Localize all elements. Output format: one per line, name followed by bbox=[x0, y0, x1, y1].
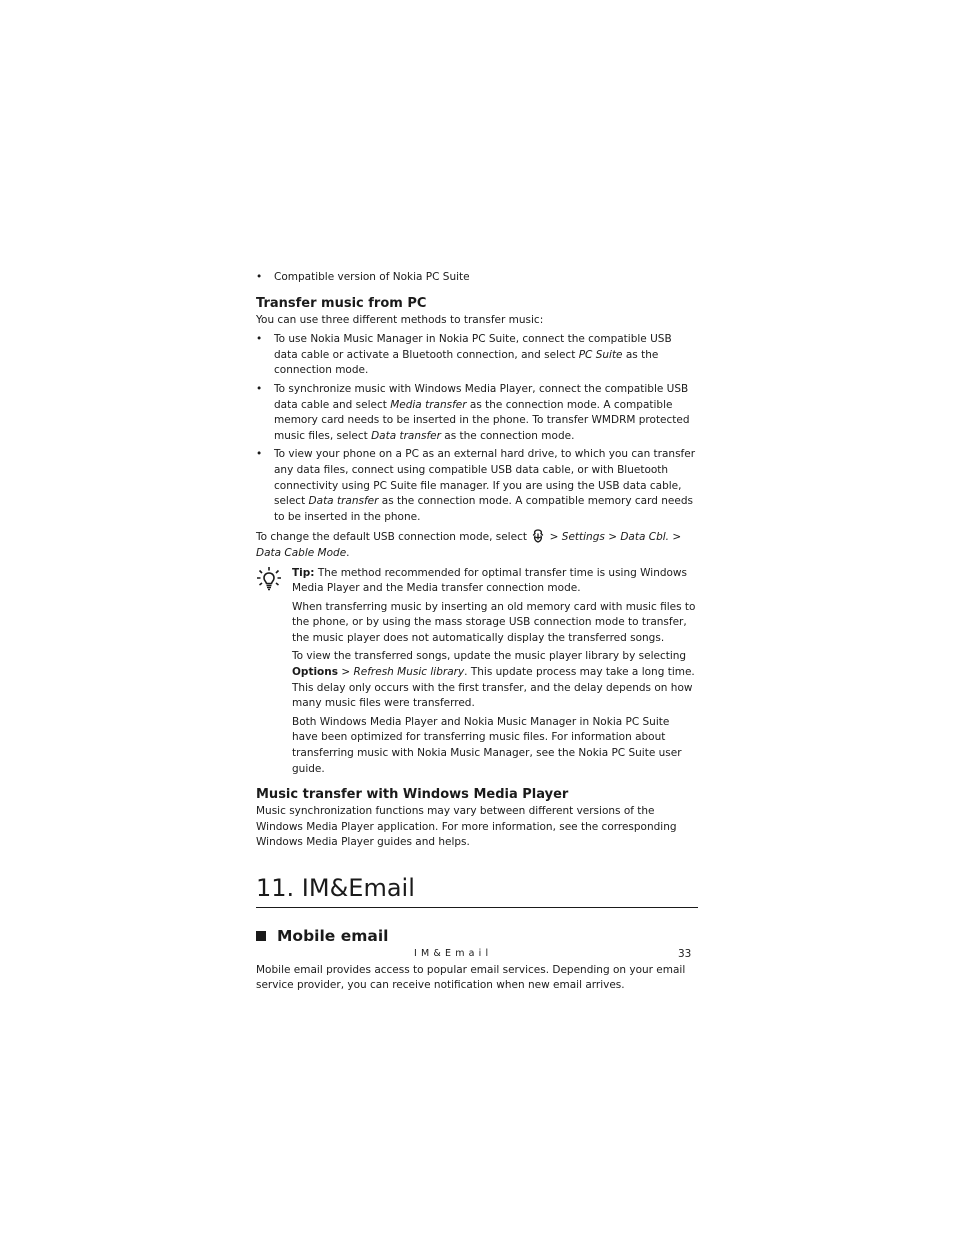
tip-text: Tip: The method recommended for optimal transfer time is using Windows Media Player and the Media transfer connection mode. bbox=[292, 566, 687, 595]
requirements-list bbox=[256, 270, 698, 286]
list-item: • To view your phone on a PC as an external hard drive, to which you can transfer any data files, connect using compatible USB data cable, or with Bluetooth connectivity using PC Suite file manager. If you are using the USB data cable, select Data transfer as the connection mode. A compatible memory card needs to be inserted in the phone. bbox=[256, 448, 696, 523]
usb-mode-instruction: To change the default USB connection mode, select > Settings > Data Cbl. > Data Cable Mode. bbox=[256, 531, 682, 559]
lightbulb-icon bbox=[256, 566, 282, 592]
page-number: 33 bbox=[678, 948, 692, 960]
mobile-email-heading: Mobile email bbox=[256, 926, 698, 946]
transfer-intro: You can use three different methods to transfer music: bbox=[256, 313, 544, 326]
transfer-methods-list bbox=[256, 332, 698, 525]
bullet: • bbox=[256, 333, 263, 346]
mobile-email-body: Mobile email provides access to popular email services. Depending on your email service provider, you can receive notification when new email arrives. bbox=[256, 963, 686, 992]
wmp-body: Music synchronization functions may vary between different versions of the Windows Media Player application. For more information, see the corresponding Windows Media Player guides and helps. bbox=[256, 805, 677, 849]
list-item: • Compatible version of Nokia PC Suite bbox=[256, 270, 698, 286]
tip-label: Tip: bbox=[292, 566, 315, 579]
wmp-heading: Music transfer with Windows Media Player bbox=[256, 787, 569, 803]
tip-block bbox=[256, 566, 698, 778]
tip-paragraph: When transferring music by inserting an old memory card with music files to the phone, or by using the mass storage USB connection mode to transfer, the music player does not automatically display the transferred songs. bbox=[292, 600, 696, 644]
bullet: • bbox=[256, 382, 263, 395]
page-content bbox=[256, 270, 698, 994]
square-bullet-icon bbox=[256, 931, 266, 941]
bullet: • bbox=[256, 271, 263, 283]
tip-paragraph: Both Windows Media Player and Nokia Music Manager in Nokia PC Suite have been optimized for transferring music files. For information about transferring music with Nokia Music Manager, see the Nokia PC Suite user guide. bbox=[292, 715, 682, 775]
list-item: • To synchronize music with Windows Media Player, connect the compatible USB data cable and select Media transfer as the connection mode. A compatible memory card needs to be inserted in the phone. To transfer WMDRM protected music files, select Data transfer as the connection mode. bbox=[256, 382, 690, 442]
chapter-title: 11. IM&Email bbox=[256, 873, 698, 908]
applications-icon bbox=[532, 529, 544, 543]
bullet: • bbox=[256, 448, 263, 461]
transfer-music-heading: Transfer music from PC bbox=[256, 295, 427, 311]
list-item: • To use Nokia Music Manager in Nokia PC Suite, connect the compatible USB data cable or activate a Bluetooth connection, and select PC Suite as the connection mode. bbox=[256, 333, 672, 377]
tip-paragraph: To view the transferred songs, update the music player library by selecting Options > Refresh Music library. This update process may take a long time. This delay only occurs with the first transfer, and the delay depends on how many music files were transferred. bbox=[292, 650, 695, 710]
footer-chapter-title: IM&Email bbox=[414, 948, 493, 959]
